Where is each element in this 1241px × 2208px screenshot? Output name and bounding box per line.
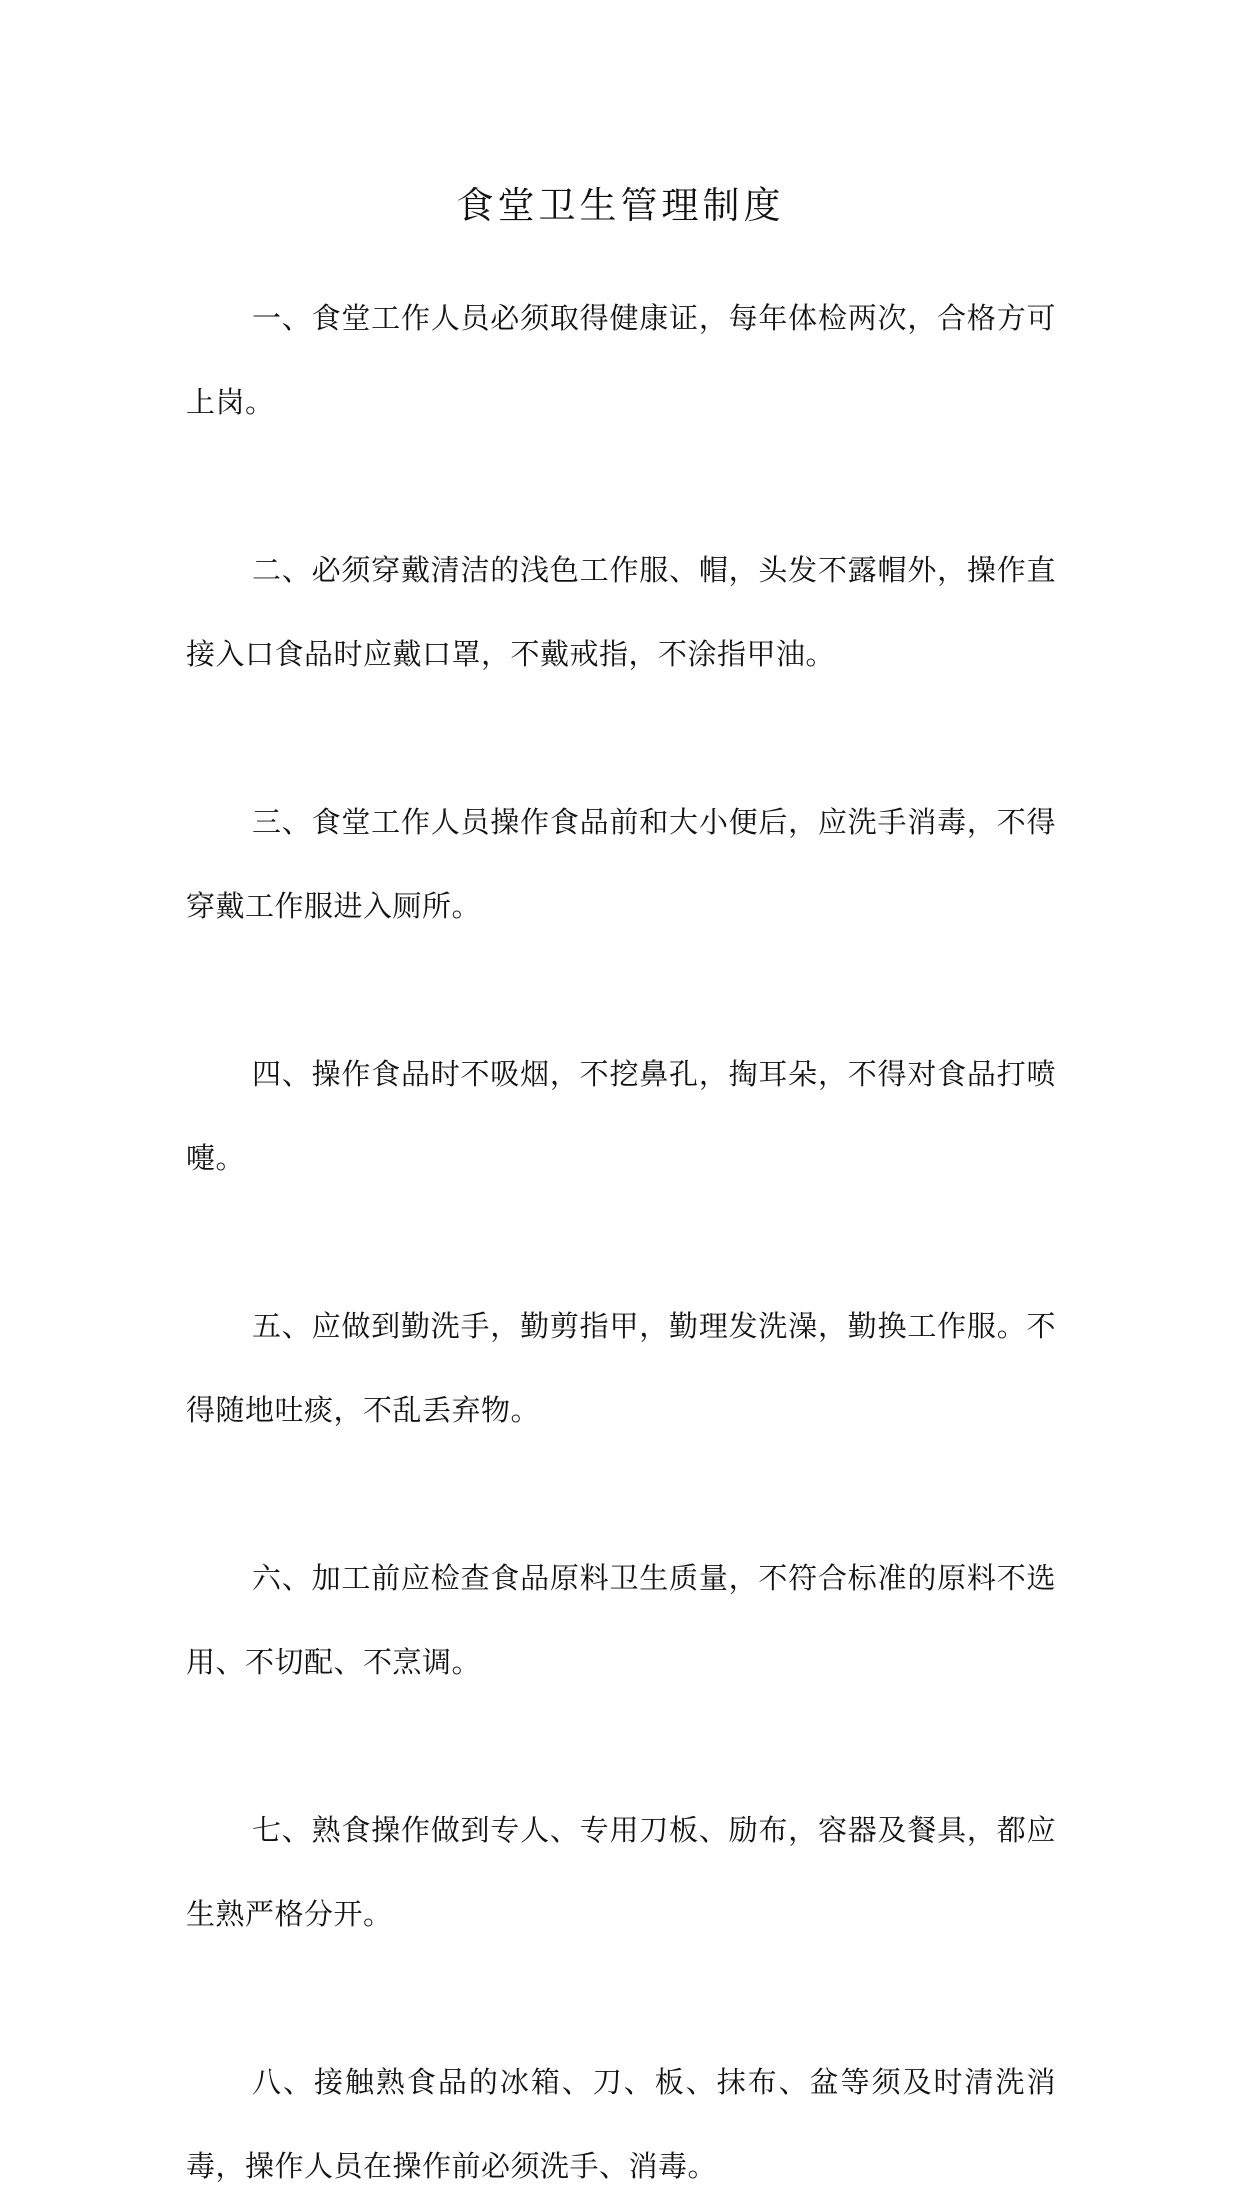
document-body [186, 276, 1056, 2208]
rule-paragraph-8: 八、接触熟食品的冰箱、刀、板、抹布、盆等须及时清洗消毒，操作人员在操作前必须洗手、消毒。 [186, 2065, 1056, 2183]
rule-paragraph-2: 二、必须穿戴清洁的浅色工作服、帽，头发不露帽外，操作直接入口食品时应戴口罩，不戴戒指，不涂指甲油。 [186, 553, 1056, 671]
document-title: 食堂卫生管理制度 [456, 184, 785, 227]
rule-paragraph-5: 五、应做到勤洗手，勤剪指甲，勤理发洗澡，勤换工作服。不得随地吐痰，不乱丢弃物。 [186, 1309, 1056, 1427]
rule-paragraph-4: 四、操作食品时不吸烟，不挖鼻孔，掏耳朵，不得对食品打喷嚏。 [186, 1057, 1056, 1175]
rule-paragraph-7: 七、熟食操作做到专人、专用刀板、励布，容器及餐具，都应生熟严格分开。 [186, 1813, 1056, 1931]
rule-paragraph-1: 一、食堂工作人员必须取得健康证，每年体检两次，合格方可上岗。 [186, 301, 1056, 419]
rule-paragraph-6: 六、加工前应检查食品原料卫生质量，不符合标准的原料不选用、不切配、不烹调。 [186, 1561, 1056, 1679]
rule-paragraph-3: 三、食堂工作人员操作食品前和大小便后，应洗手消毒，不得穿戴工作服进入厕所。 [186, 805, 1056, 923]
